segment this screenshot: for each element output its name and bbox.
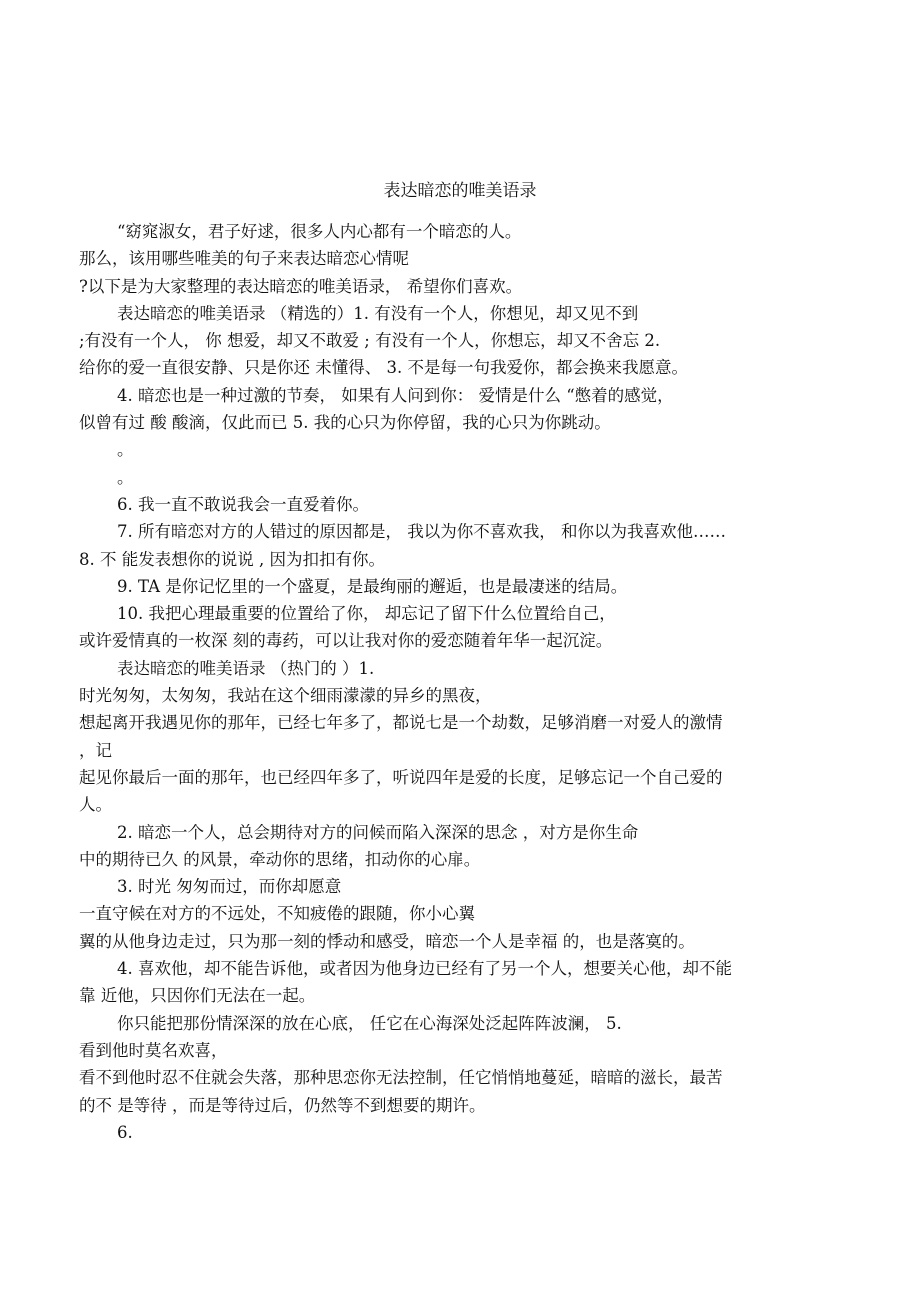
document-body — [79, 218, 849, 1146]
text-line: 中的期待已久 的风景，牵动你的思绪，扣动你的心扉。 — [79, 849, 481, 869]
text-line: 翼的从他身边走过，只为那一刻的悸动和感受，暗恋一个人是幸福 的，也是落寞的。 — [79, 931, 695, 951]
text-line: 看到他时莫名欢喜， — [79, 1040, 228, 1060]
document-title: 表达暗恋的唯美语录 — [383, 181, 537, 201]
text-line: 想起离开我遇见你的那年，已经七年多了，都说七是一个劫数，足够消磨一对爱人的激情 — [79, 713, 723, 733]
text-line: “窈窕淑女，君子好逑，很多人内心都有一个暗恋的人。 — [117, 222, 522, 241]
text-line: 2. 暗恋一个人，总会期待对方的问候而陷入深深的思念 ，对方是你生命 — [117, 822, 639, 842]
text-line: 6. 我一直不敢说我会一直爱着你。 — [117, 494, 369, 514]
text-line: ，记 — [79, 740, 112, 760]
text-line: 7. 所有暗恋对方的人错过的原因都是， 我以为你不喜欢我， 和你以为我喜欢他…… — [117, 522, 726, 542]
text-line: 人。 — [79, 795, 112, 815]
text-line: 看不到他时忍不住就会失落，那种思恋你无法控制，任它悄悄地蔓延，暗暗的滋长，最苦 — [79, 1068, 723, 1088]
text-line: 的不 是等待 ，而是等待过后，仍然等不到想要的期许。 — [79, 1095, 486, 1115]
text-line: 那么，该用哪些唯美的句子来表达暗恋心情呢 — [79, 249, 409, 269]
text-line: 。 — [117, 440, 134, 460]
text-line: 你只能把那份情深深的放在心底， 任它在心海深处泛起阵阵波澜， 5. — [117, 1013, 622, 1033]
text-line: 10. 我把心理最重要的位置给了你， 却忘记了留下什么位置给自己， — [117, 604, 616, 624]
text-line: 6. — [117, 1122, 133, 1142]
text-line: 表达暗恋的唯美语录 （精选的）1. 有没有一个人，你想见，却又见不到 — [117, 303, 639, 323]
text-line: 或许爱情真的一枚深 刻的毒药，可以让我对你的爱恋随着年华一起沉淀。 — [79, 631, 613, 651]
text-line: 靠 近他，只因你们无法在一起。 — [79, 986, 316, 1006]
text-line: 4. 暗恋也是一种过激的节奏， 如果有人问到你： 爱情是什么 “憋着的感觉， — [117, 385, 674, 405]
text-line: 表达暗恋的唯美语录 （热门的 ）1. — [117, 658, 375, 678]
text-line: 。 — [117, 467, 134, 487]
text-line: 似曾有过 酸 酸滴，仅此而已 5. 我的心只为你停留，我的心只为你跳动。 — [79, 413, 611, 433]
text-line: 3. 时光 匆匆而过，而你却愿意 — [117, 877, 342, 897]
text-line: 4. 喜欢他，却不能告诉他，或者因为他身边已经有了另一个人，想要关心他，却不能 — [117, 959, 732, 979]
text-line: 8. 不 能发表想你的说说 , 因为扣扣有你。 — [79, 549, 385, 569]
text-line: ;有没有一个人， 你 想爱，却又不敢爱 ; 有没有一个人，你想忘，却又不舍忘 2. — [79, 331, 661, 351]
text-line: 时光匆匆，太匆匆，我站在这个细雨濛濛的异乡的黑夜， — [79, 686, 492, 706]
text-line: ?以下是为大家整理的表达暗恋的唯美语录， 希望你们喜欢。 — [79, 276, 523, 296]
text-line: 9. TA 是你记忆里的一个盛夏，是最绚丽的邂逅，也是最凄迷的结局。 — [117, 576, 628, 596]
text-line: 给你的爱一直很安静、只是你还 未懂得、 3. 不是每一句我爱你，都会换来我愿意。 — [79, 358, 688, 378]
text-line: 一直守候在对方的不远处，不知疲倦的跟随，你小心翼 — [79, 904, 475, 924]
text-line: 起见你最后一面的那年，也已经四年多了，听说四年是爱的长度，足够忘记一个自己爱的 — [79, 767, 723, 787]
